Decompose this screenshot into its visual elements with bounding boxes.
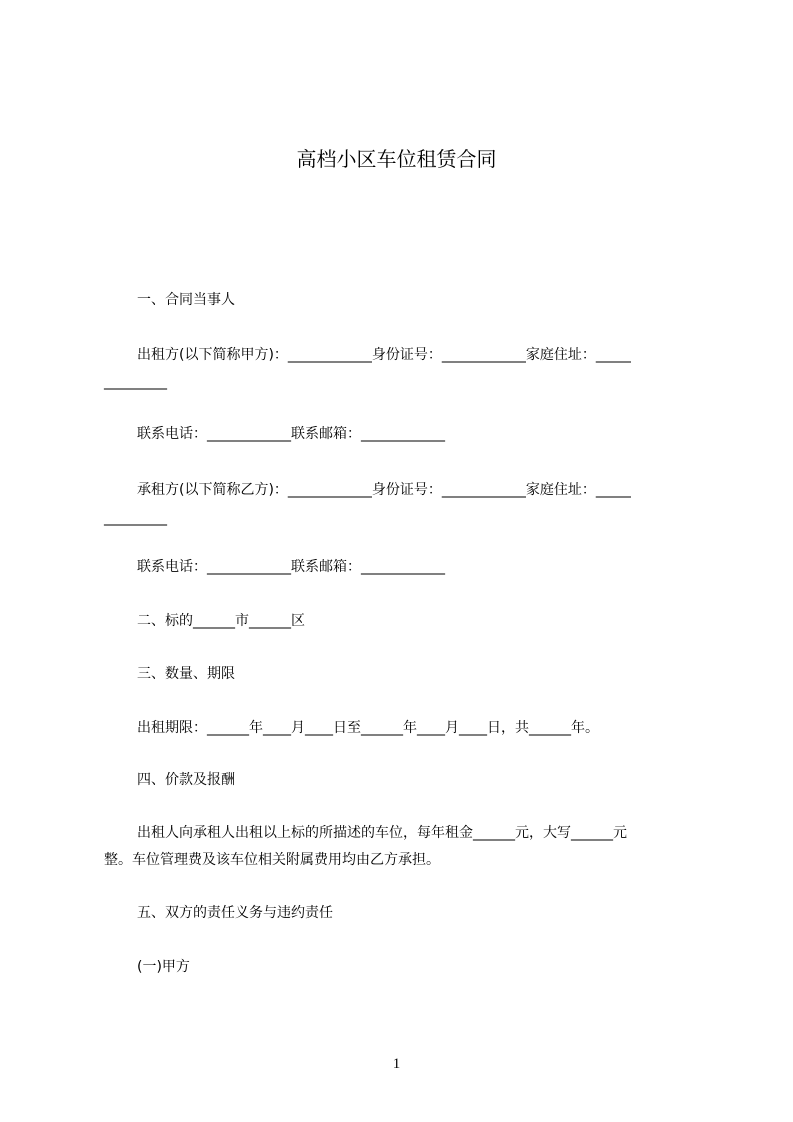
subsection-party-a: (一)甲方 [137,959,190,975]
document-title: 高档小区车位租赁合同 [296,147,497,171]
lessor-info-line: 出租方(以下简称甲方)：____________身份证号：____________家庭住址：_____ [137,347,631,363]
lessor-address-continuation: _________ [104,374,167,390]
rent-clause-line: 出租人向承租人出租以上标的所描述的车位，每年租金______元，大写______元 [137,825,627,841]
section-heading-subject: 二、标的______市______区 [137,613,305,629]
section-heading-obligations: 五、双方的责任义务与违约责任 [137,905,333,921]
section-heading-term: 三、数量、期限 [137,666,235,682]
lease-term-line: 出租期限：______年____月____日至______年____月____日，共______年。 [137,720,599,736]
rent-clause-continuation: 整。车位管理费及该车位相关附属费用均由乙方承担。 [104,852,440,868]
lessee-contact-line: 联系电话：____________联系邮箱：____________ [137,559,445,575]
lessee-address-continuation: _________ [104,510,167,526]
section-heading-parties: 一、合同当事人 [137,292,235,308]
lessee-info-line: 承租方(以下简称乙方)：____________身份证号：____________家庭住址：_____ [137,482,631,498]
section-heading-price: 四、价款及报酬 [137,772,235,788]
page-number: 1 [392,1056,401,1072]
lessor-contact-line: 联系电话：____________联系邮箱：____________ [137,426,445,442]
